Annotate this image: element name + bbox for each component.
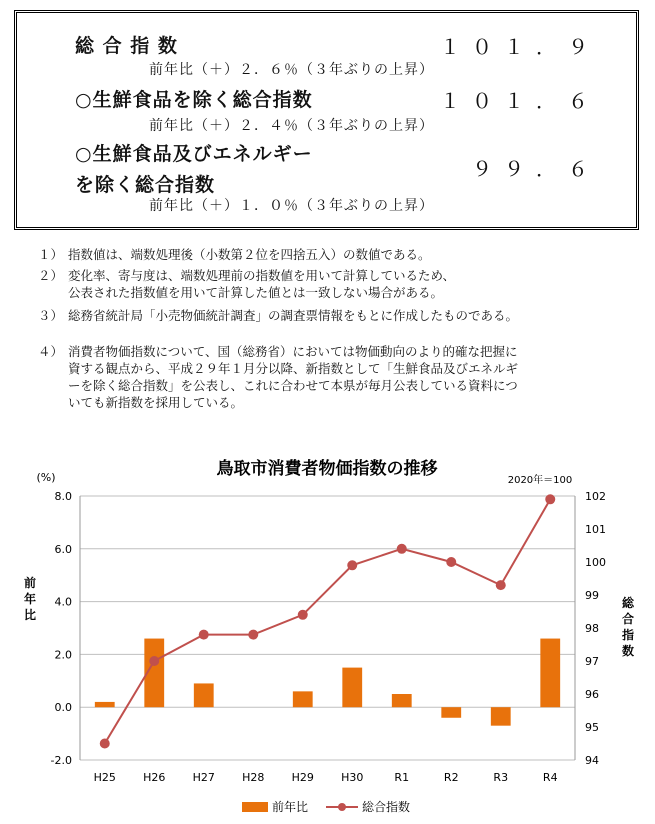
base-note: 2020年＝100	[507, 475, 573, 486]
note-text: 指数値は、端数処理後（小数第２位を四捨五入）の数値である。	[68, 247, 431, 262]
category-label: R2	[443, 771, 459, 784]
right-tick-label: 94	[585, 754, 599, 767]
right-tick-label: 99	[585, 589, 599, 602]
summary-row-total	[75, 31, 600, 58]
summary-row-core-core	[75, 139, 600, 197]
legend	[242, 799, 410, 814]
left-axis-title-char: 比	[23, 608, 37, 622]
note-3	[38, 307, 518, 324]
left-tick-label: 2.0	[54, 648, 72, 662]
bar	[491, 707, 511, 725]
right-tick-label: 95	[585, 721, 599, 734]
right-axis-title-char: 数	[621, 644, 635, 658]
line-point	[496, 580, 506, 590]
note-text: ーを除く総合指数」を公表し、これに合わせて本県が毎月公表している資料につ	[68, 378, 518, 393]
line-point	[100, 739, 110, 749]
line-point	[397, 544, 407, 554]
category-label: R4	[542, 771, 558, 784]
summary-value: １０１．６	[440, 89, 600, 113]
right-tick-label: 97	[585, 655, 599, 668]
note-text: 資する観点から、平成２９年１月分以降、新指数として「生鮮食品及びエネルギ	[68, 361, 519, 376]
right-tick-label: 98	[585, 622, 599, 635]
category-label: H26	[143, 771, 166, 784]
note-number: ３）	[38, 308, 64, 323]
note-number: ２）	[38, 268, 64, 283]
right-axis-title-char: 総	[621, 596, 635, 610]
note-2	[38, 267, 455, 301]
right-tick-label: 96	[585, 688, 599, 701]
right-axis-title	[621, 595, 635, 658]
right-tick-label: 102	[585, 490, 606, 503]
summary-label: ○生鮮食品を除く総合指数	[75, 89, 313, 111]
note-text: 消費者物価指数について、国（総務省）においては物価動向のより的確な把握に	[68, 344, 518, 359]
note-number: ４）	[38, 344, 64, 359]
category-label: R1	[394, 771, 410, 784]
line-point	[199, 630, 209, 640]
bar	[293, 691, 313, 707]
legend-line-label: 総合指数	[362, 800, 411, 814]
chart-title: 鳥取市消費者物価指数の推移	[216, 459, 438, 479]
cpi-chart	[0, 440, 655, 824]
bar	[441, 707, 461, 718]
right-tick-label: 100	[585, 556, 606, 569]
line-point	[248, 630, 258, 640]
category-label: H30	[341, 771, 364, 784]
summary-label-line2: を除く総合指数	[75, 174, 216, 196]
line-point	[298, 610, 308, 620]
left-tick-label: 6.0	[54, 542, 72, 556]
legend-bar-swatch	[242, 802, 268, 812]
category-label: R3	[493, 771, 509, 784]
left-axis-unit: (%)	[36, 471, 56, 484]
category-label: H29	[291, 771, 314, 784]
note-number: １）	[38, 247, 64, 262]
note-text: 総務省統計局「小売物価統計調査」の調査票情報をもとに作成したものである。	[68, 308, 519, 323]
left-axis-title	[24, 575, 36, 622]
right-tick-label: 101	[585, 523, 606, 536]
bar	[194, 683, 214, 707]
line-point	[446, 557, 456, 567]
summary-label: 総 合 指 数	[75, 35, 178, 57]
left-tick-label: 0.0	[54, 701, 72, 715]
summary-value: １０１．９	[440, 35, 600, 59]
note-text: 公表された指数値を用いて計算した値とは一致しない場合がある。	[68, 285, 444, 300]
line-point	[545, 494, 555, 504]
right-axis-title-char: 指	[621, 628, 635, 642]
summary-change: 前年比（＋）２．４％（３年ぶりの上昇）	[149, 118, 434, 134]
note-text: いても新指数を採用している。	[68, 395, 244, 410]
summary-row-core	[75, 85, 600, 112]
legend-bar-label: 前年比	[272, 800, 309, 814]
category-label: H27	[192, 771, 215, 784]
category-label: H25	[93, 771, 116, 784]
line-point	[347, 560, 357, 570]
left-axis-title-char: 前	[23, 576, 37, 590]
left-tick-label: 8.0	[54, 490, 72, 503]
bar	[540, 639, 560, 708]
summary-box	[14, 10, 639, 230]
bar	[342, 668, 362, 708]
summary-value: ９９．６	[472, 157, 600, 181]
note-1	[38, 246, 431, 263]
bar	[392, 694, 412, 707]
note-4	[38, 343, 518, 411]
left-tick-label: 4.0	[54, 595, 72, 609]
right-axis-title-char: 合	[621, 612, 635, 626]
left-tick-label: -2.0	[50, 754, 72, 767]
left-axis-title-char: 年	[23, 592, 37, 606]
summary-change: 前年比（＋）２．６％（３年ぶりの上昇）	[149, 62, 434, 78]
legend-line-marker	[338, 803, 346, 811]
summary-change: 前年比（＋）１．０％（３年ぶりの上昇）	[149, 198, 434, 214]
bar	[95, 702, 115, 707]
note-text: 変化率、寄与度は、端数処理前の指数値を用いて計算しているため、	[68, 268, 456, 283]
category-label: H28	[242, 771, 265, 784]
summary-label: ○生鮮食品及びエネルギー	[75, 143, 313, 165]
plot-area	[24, 490, 635, 784]
line-point	[149, 656, 159, 666]
